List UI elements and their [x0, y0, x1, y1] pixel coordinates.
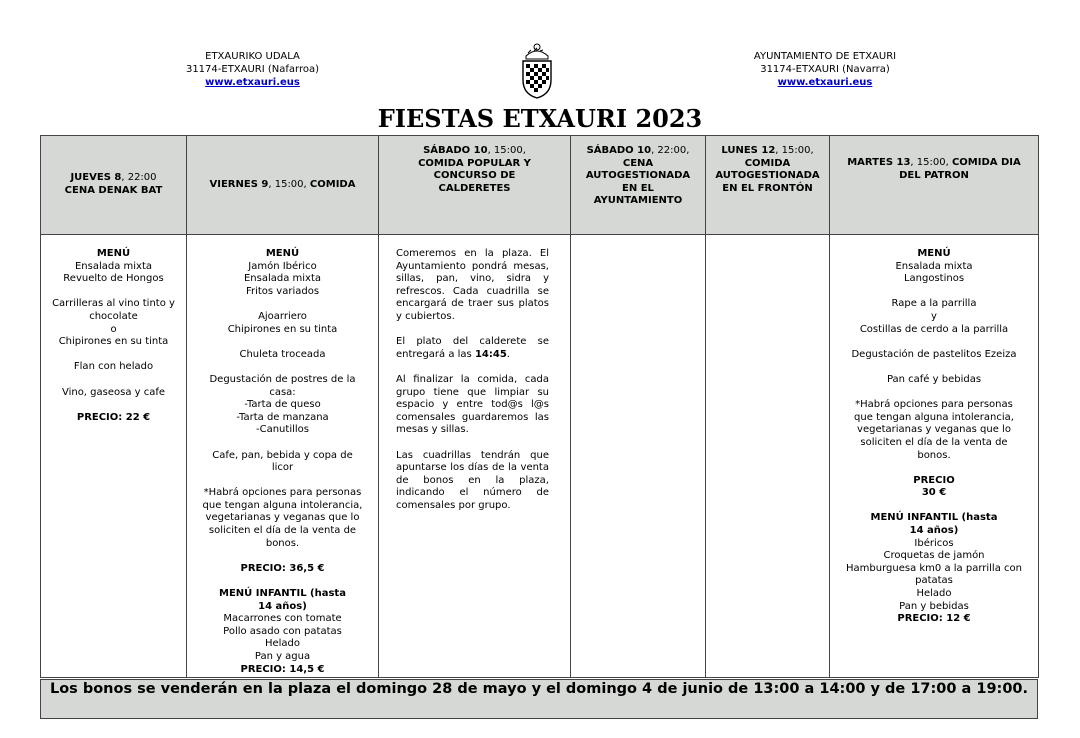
header-right-line2: 31174-ETXAURI (Navarra) — [760, 64, 890, 75]
menu-item: Degustación de postres de la casa: — [209, 373, 356, 398]
sabado-info — [379, 235, 571, 678]
infantil-price — [191, 664, 374, 677]
menu-item: Ensalada mixta — [243, 273, 322, 285]
jueves-menu — [41, 235, 187, 678]
menu-item: Ajoarriero — [258, 310, 307, 322]
header-left — [170, 50, 335, 89]
menu-title: MENÚ — [265, 248, 300, 259]
menu-note: *Habrá opciones para personas que tengan alguna intolerancia, vegetarianas y veganas que lo soliciten el día de la venta de bonos. — [854, 399, 1014, 461]
menu-item: Macarrones con tomate — [223, 613, 342, 625]
info-time: 14:45 — [474, 348, 507, 360]
menu-item: Fritos variados — [245, 285, 320, 297]
price-label: PRECIO — [240, 663, 282, 675]
menu-item: Helado — [264, 638, 301, 650]
info-paragraph: Las cuadrillas tendrán que apuntarse los días de la venta de bonos en la plaza, indicando el número de comensales por grupo. — [396, 449, 549, 511]
menu-item: Chuleta troceada — [239, 348, 326, 360]
header-right-link[interactable]: www.etxauri.eus — [777, 77, 873, 88]
schedule-body-row — [41, 235, 1039, 678]
menu-item: Ensalada mixta — [74, 260, 153, 272]
day-name: SÁBADO 10 — [423, 145, 488, 156]
menu-note: *Habrá opciones para personas que tengan alguna intolerancia, vegetarianas y veganas que lo soliciten el día de la venta de bonos. — [202, 487, 363, 549]
header-left-line2: 31174-ETXAURI (Nafarroa) — [185, 64, 320, 75]
day-header-viernes — [187, 136, 379, 235]
sabado-noche-empty — [571, 235, 706, 678]
menu-item: Costillas de cerdo a la parrilla — [859, 323, 1009, 335]
menu-item: Ibéricos — [914, 537, 954, 549]
info-end: . — [506, 348, 510, 360]
schedule-header-row — [41, 136, 1039, 235]
menu-item: Chipirones en su tinta — [58, 336, 169, 348]
lunes-empty — [706, 235, 830, 678]
price-value: 30 € — [921, 487, 947, 499]
price-value: : 12 € — [938, 613, 971, 625]
day-event: COMIDA — [309, 178, 356, 190]
menu-item: Degustación de pastelitos Ezeiza — [851, 348, 1017, 360]
day-event: COMIDA DIA DEL PATRON — [899, 157, 1021, 181]
header-right — [735, 50, 915, 89]
day-header-sabado-noche — [571, 136, 706, 235]
day-event: COMIDA POPULAR Y CONCURSO DE CALDERETES — [418, 157, 531, 194]
coat-of-arms-icon — [517, 42, 557, 100]
day-header-sabado — [379, 136, 571, 235]
infantil-title: MENÚ INFANTIL (hasta 14 años) — [219, 588, 346, 612]
menu-title: MENÚ — [96, 248, 131, 259]
menu-item: Flan con helado — [73, 361, 154, 373]
menu-item: Chipirones en su tinta — [227, 323, 338, 335]
info-text: El plato del calderete se entregará a las — [396, 336, 549, 360]
menu-item: Rape a la parrilla — [891, 298, 977, 310]
day-event: CENA AUTOGESTIONADA EN EL AYUNTAMIENTO — [585, 157, 691, 207]
footer-banner: Los bonos se venderán en la plaza el domingo 28 de mayo y el domingo 4 de junio de 13:00 a 14:00 y de 17:00 a 19:00. — [40, 679, 1038, 719]
day-name: LUNES 12 — [721, 145, 776, 156]
menu-item: Ensalada mixta — [895, 260, 973, 272]
day-header-martes — [830, 136, 1039, 235]
price-value: : 36,5 € — [281, 562, 325, 574]
day-time: , 22:00, — [651, 145, 690, 156]
menu-item: Pan café y bebidas — [886, 373, 982, 385]
price-value: : 14,5 € — [281, 663, 325, 675]
menu-item: Hamburguesa km0 a la parrilla con patatas — [846, 562, 1022, 587]
header-left-line1: ETXAURIKO UDALA — [205, 51, 300, 62]
menu-item: Vino, gaseosa y cafe — [61, 386, 166, 398]
infantil-price — [834, 613, 1034, 626]
menu-item: -Tarta de queso — [244, 399, 321, 411]
day-header-lunes — [706, 136, 830, 235]
header-left-link[interactable]: www.etxauri.eus — [205, 77, 300, 88]
price-label: PRECIO — [897, 613, 939, 625]
menu-price — [191, 563, 374, 576]
header-right-line1: AYUNTAMIENTO DE ETXAURI — [753, 51, 897, 62]
menu-item: Jamón Ibérico — [248, 260, 317, 272]
info-paragraph: Al finalizar la comida, cada grupo tiene que limpiar su espacio y entre tod@s l@s comensales guardaremos las mesas y sillas. — [396, 373, 549, 436]
schedule-table — [40, 135, 1039, 678]
menu-item: -Tarta de manzana — [236, 411, 329, 423]
info-paragraph: Comeremos en la plaza. El Ayuntamiento pondrá mesas, sillas, pan, vino, sidra y refrescos. Cada cuadrilla se encargará de traer sus platos y cubiertos. — [396, 248, 549, 322]
infantil-title: MENÚ INFANTIL (hasta 14 años) — [870, 512, 998, 537]
day-time: , 15:00, — [487, 145, 526, 156]
martes-menu — [830, 235, 1039, 678]
page-title: FIESTAS ETXAURI 2023 — [377, 104, 703, 133]
day-name: SÁBADO 10 — [586, 145, 652, 156]
menu-item: Langostinos — [903, 273, 965, 285]
day-name: MARTES 13 — [847, 157, 911, 168]
price-label: PRECIO — [913, 474, 955, 486]
menu-item: o — [110, 323, 117, 335]
menu-item: Cafe, pan, bebida y copa de licor — [212, 449, 353, 474]
menu-item: Croquetas de jamón — [883, 550, 985, 562]
menu-title: MENÚ — [917, 248, 951, 259]
menu-item: Revuelto de Hongos — [63, 273, 164, 285]
day-time: , 15:00, — [775, 145, 814, 156]
day-event: CENA DENAK BAT — [64, 184, 163, 196]
day-name: VIERNES 9 — [209, 178, 269, 190]
day-name: JUEVES 8 — [70, 171, 122, 183]
menu-item: -Canutillos — [256, 424, 309, 436]
menu-item: Pollo asado con patatas — [223, 625, 342, 637]
menu-item: Pan y bebidas — [899, 600, 969, 612]
day-event: COMIDA AUTOGESTIONADA EN EL FRONTÓN — [715, 157, 820, 194]
menu-item: Pan y agua — [254, 651, 311, 662]
menu-item: y — [931, 310, 937, 322]
menu-item: Helado — [916, 588, 952, 600]
day-time: , 15:00, — [910, 157, 952, 168]
day-time: , 15:00, — [268, 178, 310, 190]
info-paragraph — [396, 336, 549, 361]
menu-price: PRECIO: 22 € — [76, 411, 151, 423]
menu-item: Carrilleras al vino tinto y chocolate — [52, 298, 175, 322]
viernes-menu — [187, 235, 379, 678]
day-header-jueves — [41, 136, 187, 235]
day-time: , 22:00 — [121, 171, 157, 183]
price-label: PRECIO — [240, 562, 282, 574]
